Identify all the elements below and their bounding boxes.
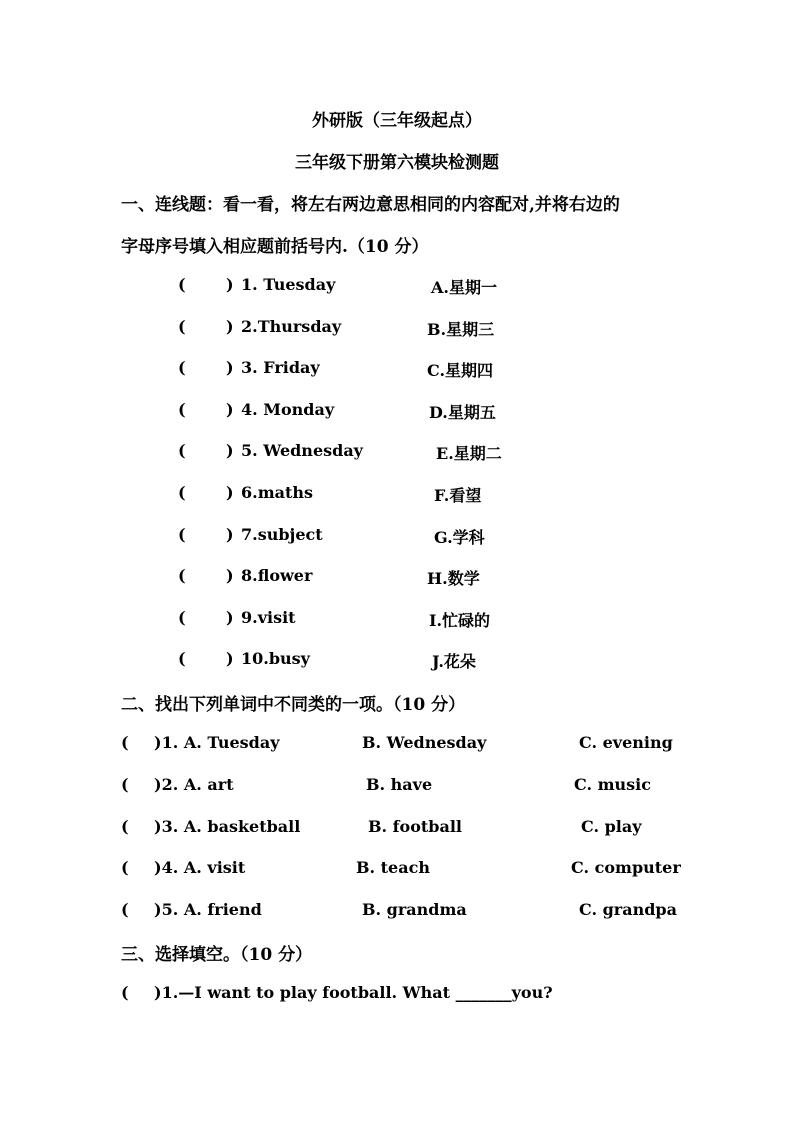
option-a: )2. A. art — [154, 775, 234, 794]
answer-paren-close: ) — [226, 317, 234, 336]
option-c: C. evening — [579, 733, 673, 752]
section1-heading-line2: 字母序号填入相应题前括号内.（10 分） — [121, 237, 429, 257]
answer-paren-open: ( — [178, 275, 186, 294]
section2-heading: 二、找出下列单词中不同类的一项。（10 分） — [121, 695, 466, 715]
answer-paren-open: ( — [178, 649, 186, 668]
answer-paren-open: ( — [121, 983, 129, 1002]
answer-paren-close: ) — [226, 441, 234, 460]
match-left: 4. Monday — [241, 400, 335, 419]
match-left: 7.subject — [241, 525, 323, 544]
match-right: I.忙碌的 — [429, 611, 491, 630]
answer-paren-open: ( — [121, 900, 129, 919]
answer-paren-open: ( — [121, 733, 129, 752]
match-left: 8.flower — [241, 566, 313, 585]
publisher-title: 外研版（三年级起点） — [312, 111, 482, 131]
answer-paren-close: ) — [226, 483, 234, 502]
answer-paren-open: ( — [178, 483, 186, 502]
match-right: H.数学 — [427, 569, 480, 588]
answer-paren-close: ) — [226, 566, 234, 585]
section3-heading: 三、选择填空。（10 分） — [121, 945, 313, 965]
answer-paren-open: ( — [178, 566, 186, 585]
option-b: B. have — [366, 775, 433, 794]
answer-paren-open: ( — [178, 441, 186, 460]
match-right: E.星期二 — [436, 444, 502, 463]
match-right: G.学科 — [434, 528, 485, 547]
option-b: B. football — [368, 817, 462, 836]
match-left: 3. Friday — [241, 358, 320, 377]
match-right: J.花朵 — [432, 652, 476, 671]
answer-paren-open: ( — [121, 858, 129, 877]
answer-paren-open: ( — [178, 525, 186, 544]
option-a: )1. A. Tuesday — [154, 733, 280, 752]
option-c: C. play — [581, 817, 642, 836]
answer-paren-open: ( — [178, 358, 186, 377]
option-a: )3. A. basketball — [154, 817, 301, 836]
question-text: )1.—I want to play football. What _______you? — [154, 983, 553, 1002]
answer-paren-close: ) — [226, 358, 234, 377]
option-a: )4. A. visit — [154, 858, 246, 877]
answer-paren-open: ( — [178, 317, 186, 336]
answer-paren-close: ) — [226, 400, 234, 419]
option-a: )5. A. friend — [154, 900, 262, 919]
answer-paren-open: ( — [121, 817, 129, 836]
option-b: B. teach — [356, 858, 430, 877]
answer-paren-open: ( — [178, 400, 186, 419]
test-title: 三年级下册第六模块检测题 — [295, 153, 499, 173]
section1-heading-line1: 一、连线题：看一看，将左右两边意思相同的内容配对,并将右边的 — [121, 195, 620, 215]
option-c: C. computer — [571, 858, 681, 877]
match-left: 10.busy — [241, 649, 310, 668]
match-right: D.星期五 — [429, 403, 496, 422]
match-left: 6.maths — [241, 483, 314, 502]
option-b: B. Wednesday — [362, 733, 487, 752]
answer-paren-close: ) — [226, 608, 234, 627]
match-right: F.看望 — [434, 486, 482, 505]
match-left: 1. Tuesday — [241, 275, 336, 294]
match-left: 5. Wednesday — [241, 441, 363, 460]
answer-paren-open: ( — [121, 775, 129, 794]
match-left: 2.Thursday — [241, 317, 342, 336]
answer-paren-close: ) — [226, 525, 234, 544]
match-right: B.星期三 — [427, 320, 495, 339]
answer-paren-close: ) — [226, 649, 234, 668]
answer-paren-open: ( — [178, 608, 186, 627]
match-right: C.星期四 — [427, 361, 494, 380]
option-c: C. grandpa — [579, 900, 677, 919]
match-right: A.星期一 — [431, 278, 497, 297]
answer-paren-close: ) — [226, 275, 234, 294]
option-c: C. music — [574, 775, 651, 794]
match-left: 9.visit — [241, 608, 296, 627]
option-b: B. grandma — [362, 900, 467, 919]
